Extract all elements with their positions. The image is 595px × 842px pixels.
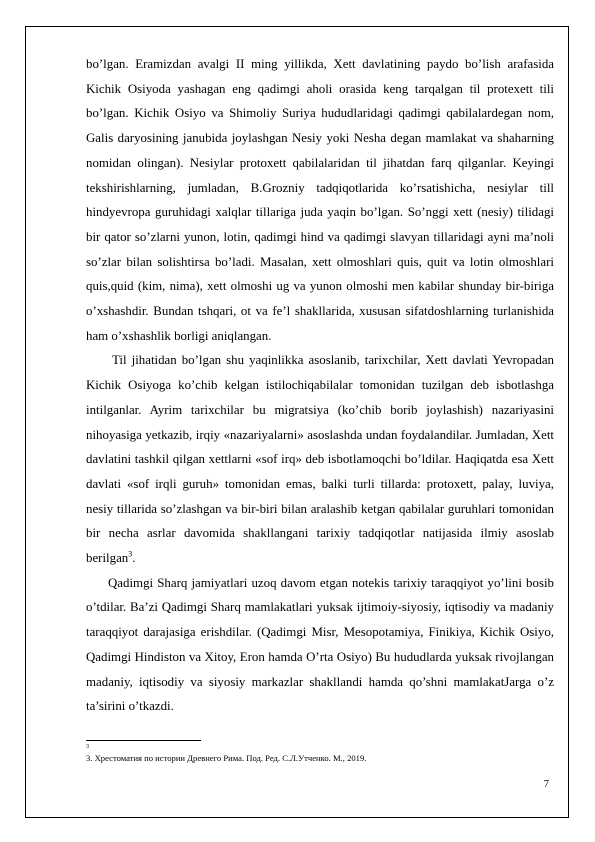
paragraph-2-text: Til jihatidan bo’lgan shu yaqinlikka asoslanib, tarixchilar, Xett davlati Yevropadan Kichik Osiyoga ko’chib kelgan istilochiqabilalar tomonidan tuzilgan deb isbotlashga intilganlar. Ayrim tarixchilar bu migratsiya (ko’chib borib joylashish) nazariyasini nihoyasiga yetkazib, irqiy «nazariyalarni» asoslashda undan foydalandilar. Jumladan, Xett davlatini tashkil qilgan xettlarni «sof irq» deb isbotlamoqchi bo’ldilar. Haqiqatda esa Xett davlati «sof irqli guruh» tomonidan emas, balki turli tillarda: protoxett, palay, luviya, nesiy tillarida so’zlashgan va bir-biri bilan aralashib ketgan qabilalar guruhlari tomonidan bir necha asrlar davomida shakllangani tarixiy tadqiqotlar natijasida ilmiy asoslab berilgan xyxy=(86,353,554,566)
footnote-mark: 3 xyxy=(86,744,89,750)
footnote-text: 3. Хрестоматия по истории Древнего Рима. Под. Ред. С.Л.Утченко. М., 2019. xyxy=(86,753,367,763)
paragraph-1: bo’lgan. Eramizdan avalgi II ming yillikda, Xett davlatining paydo bo’lish arafasida Kichik Osiyoda yashagan eng qadimgi aholi orasida keng tarqalgan til protexett tili bo’lgan. Kichik Osiyo va Shimoliy Suriya hududlaridagi qadimgi qabilalardegan nom, Galis daryosining janubida joylashgan Nesiy yoki Nesha degan mamlakat va shaharning nomidan olingan). Nesiylar protoxett qabilalaridan til jihatdan farq qilganlar. Keyingi tekshirishlarning, jumladan, B.Grozniy tadqiqotlarida ko’rsatishicha, nesiylar till hindyevropa guruhidagi xalqlar tillariga juda yaqin bo’lgan. So’nggi xett (nesiy) tilidagi bir qator so’zlarni yunon, lotin, qadimgi hind va qadimgi slavyan tillaridagi ayni ma’noli so’zlar bilan solishtirsa bo’ladi. Masalan, xett olmoshlari quis, quit va lotin olmoshlari quis,quid (kim, nima), xett olmoshi ug va yunon olmoshi men kabilar shunday bir-biriga o’xshashdir. Bundan tshqari, ot va fe’l shakllarida, xususan sifatdoshlarning turlanishida ham o’xshashlik borligi aniqlangan. xyxy=(86,57,554,343)
page-body xyxy=(86,52,554,719)
footnote-reference[interactable]: 3 xyxy=(128,549,133,559)
footnote-separator xyxy=(86,740,201,741)
paragraph-2-end: . xyxy=(132,551,136,566)
paragraph-2 xyxy=(86,348,554,570)
page-number: 7 xyxy=(543,779,549,790)
paragraph-3: Qadimgi Sharq jamiyatlari uzoq davom etgan notekis tarixiy taraqqiyot yo’lini bosib o’tdilar. Ba’zi Qadimgi Sharq mamlakatlari yuksak ijtimoiy-siyosiy, iqtisodiy va madaniy taraqqiyot darajasiga erishdilar. (Qadimgi Misr, Mesopotamiya, Finikiya, Kichik Osiyo, Qadimgi Hindiston va Xitoy, Eron hamda O’rta Osiyo) Bu hududlarda yuksak rivojlangan madaniy, iqtisodiy va siyosiy markazlar shakllandi hamda qo’shni mamlakatJarga o’z ta’sirini o’tkazdi. xyxy=(86,575,554,714)
